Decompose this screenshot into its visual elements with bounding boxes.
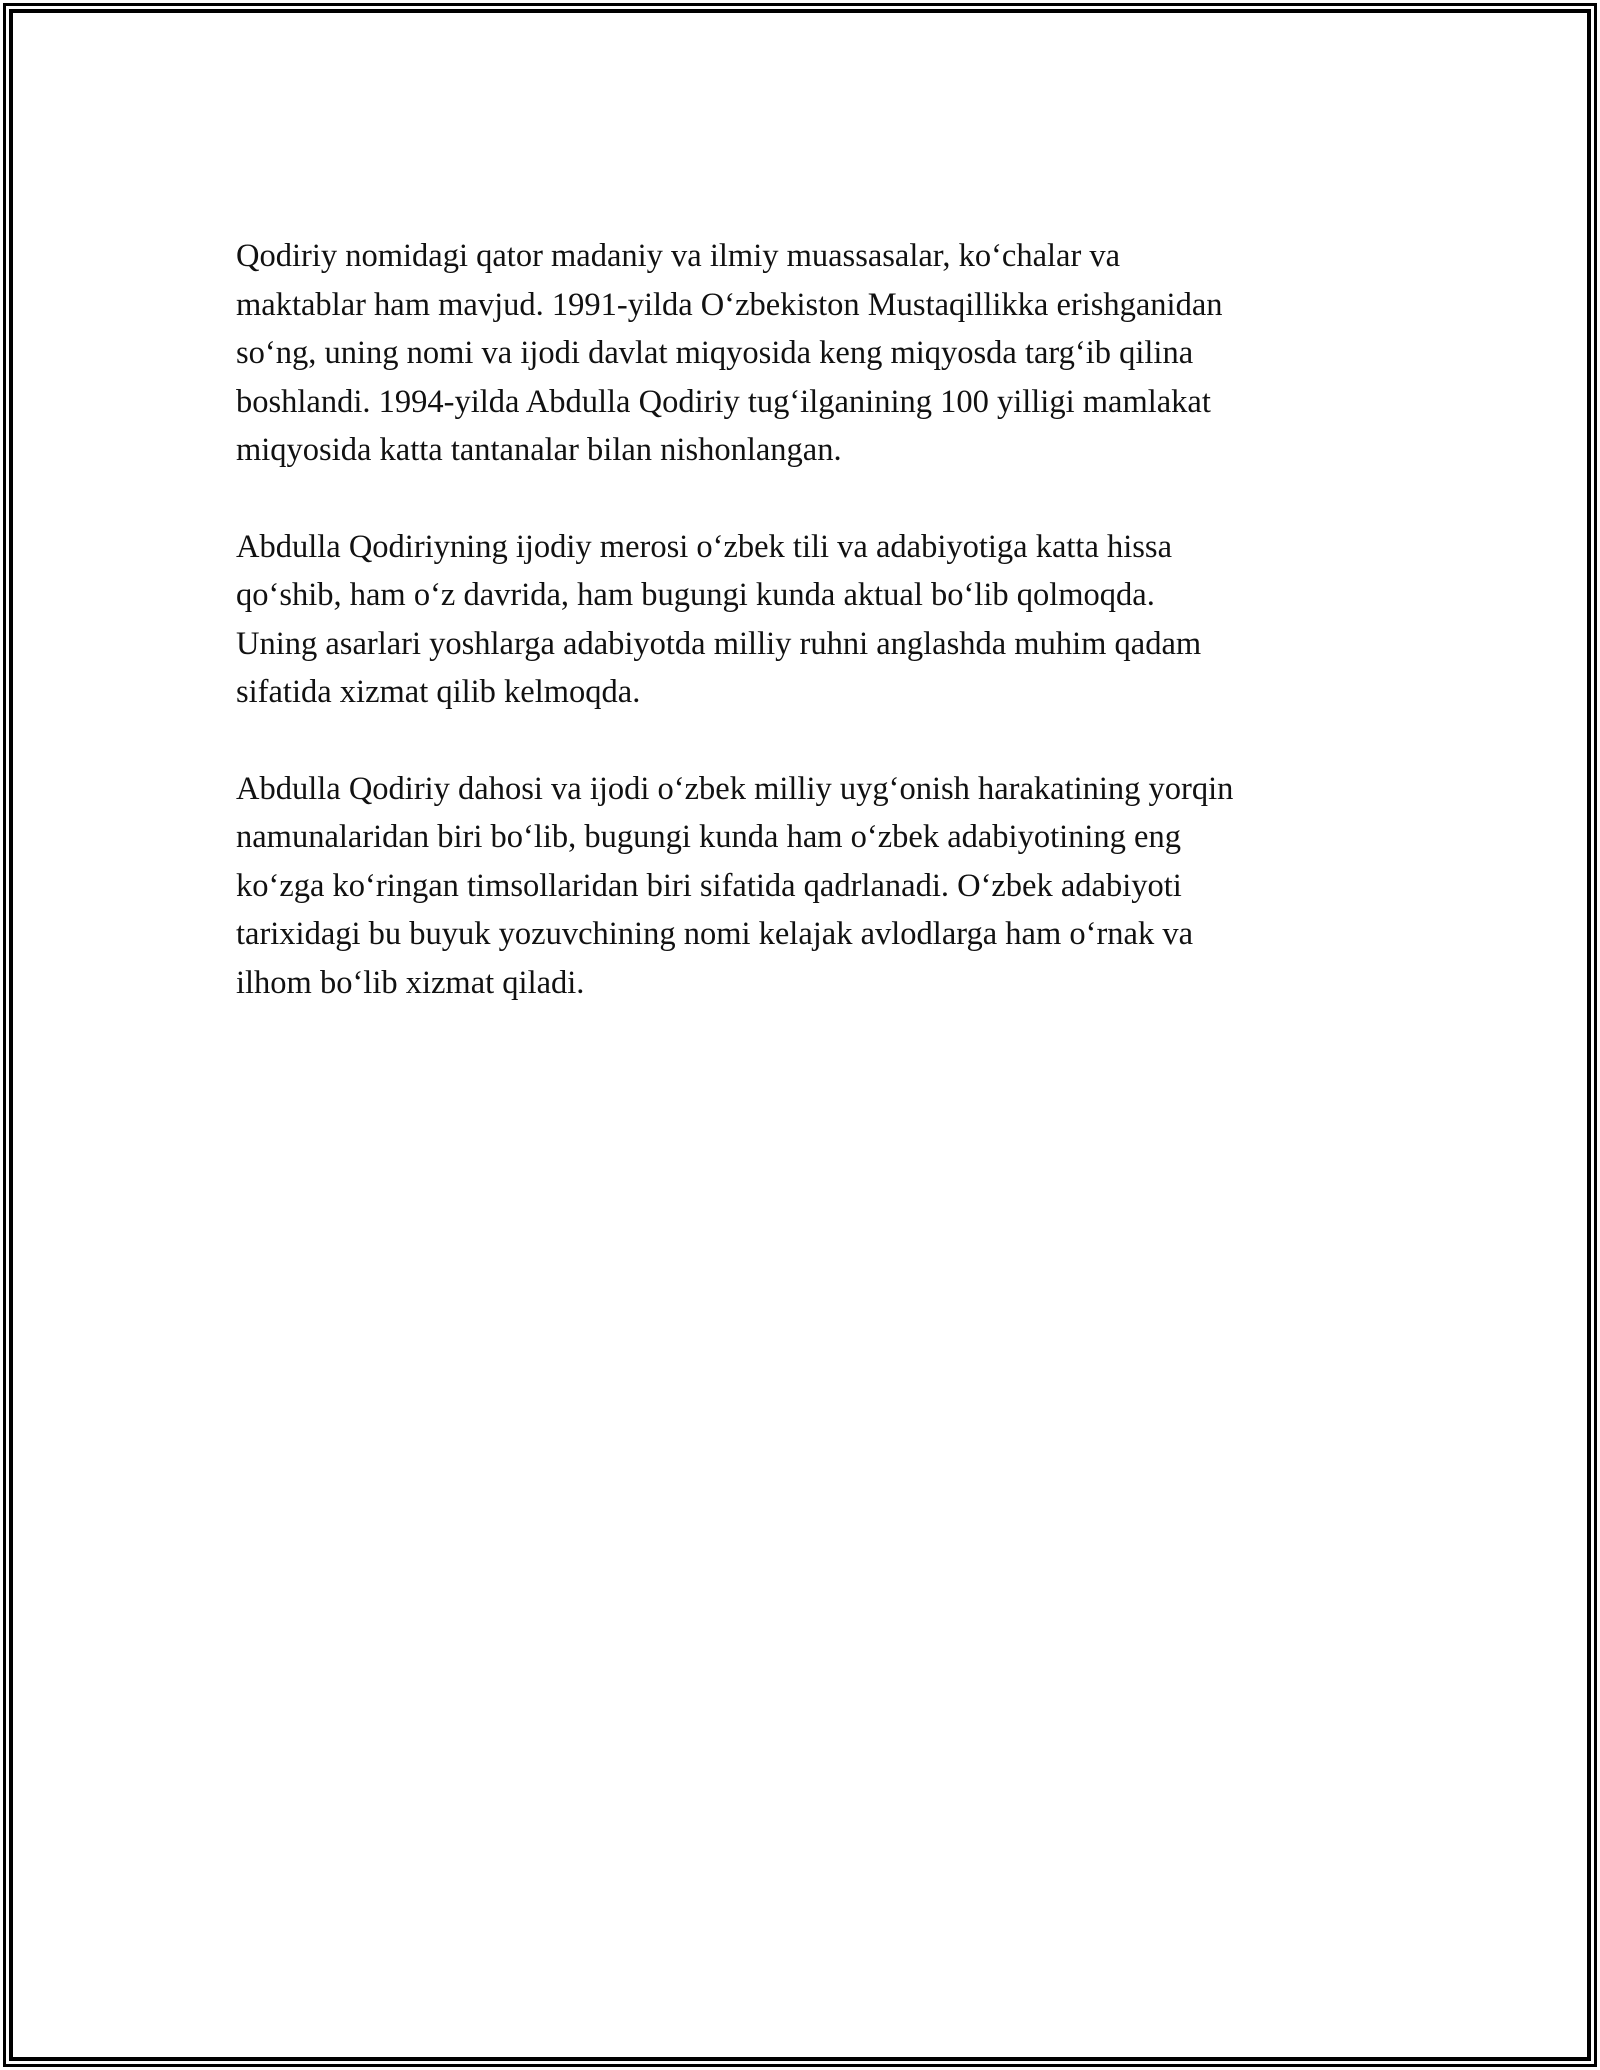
paragraph-3: Abdulla Qodiriy dahosi va ijodi o‘zbek milliy uyg‘onish harakatining yorqin namunalaridan biri bo‘lib, bugungi kunda ham o‘zbek adabiyotining eng ko‘zga ko‘ringan timsollaridan biri sifatida qadrlanadi. O‘zbek adabiyoti tarixidagi bu buyuk yozuvchining nomi kelajak avlodlarga ham o‘rnak va ilhom bo‘lib xizmat qiladi. <box>236 770 1234 1001</box>
document-body <box>236 232 1376 1055</box>
paragraph-2: Abdulla Qodiriyning ijodiy merosi o‘zbek tili va adabiyotiga katta hissa qo‘shib, ham o‘z davrida, ham bugungi kunda aktual bo‘lib qolmoqda. Uning asarlari yoshlarga adabiyotda milliy ruhni anglashda muhim qadam sifatida xizmat qilib kelmoqda. <box>236 528 1202 710</box>
paragraph-1: Qodiriy nomidagi qator madaniy va ilmiy muassasalar, ko‘chalar va maktablar ham mavjud. 1991-yilda O‘zbekiston Mustaqillikka erishganidan so‘ng, uning nomi va ijodi davlat miqyosida keng miqyosda targ‘ib qilina boshlandi. 1994-yilda Abdulla Qodiriy tug‘ilganining 100 yilligi mamlakat miqyosida katta tantanalar bilan nishonlangan. <box>236 238 1223 468</box>
